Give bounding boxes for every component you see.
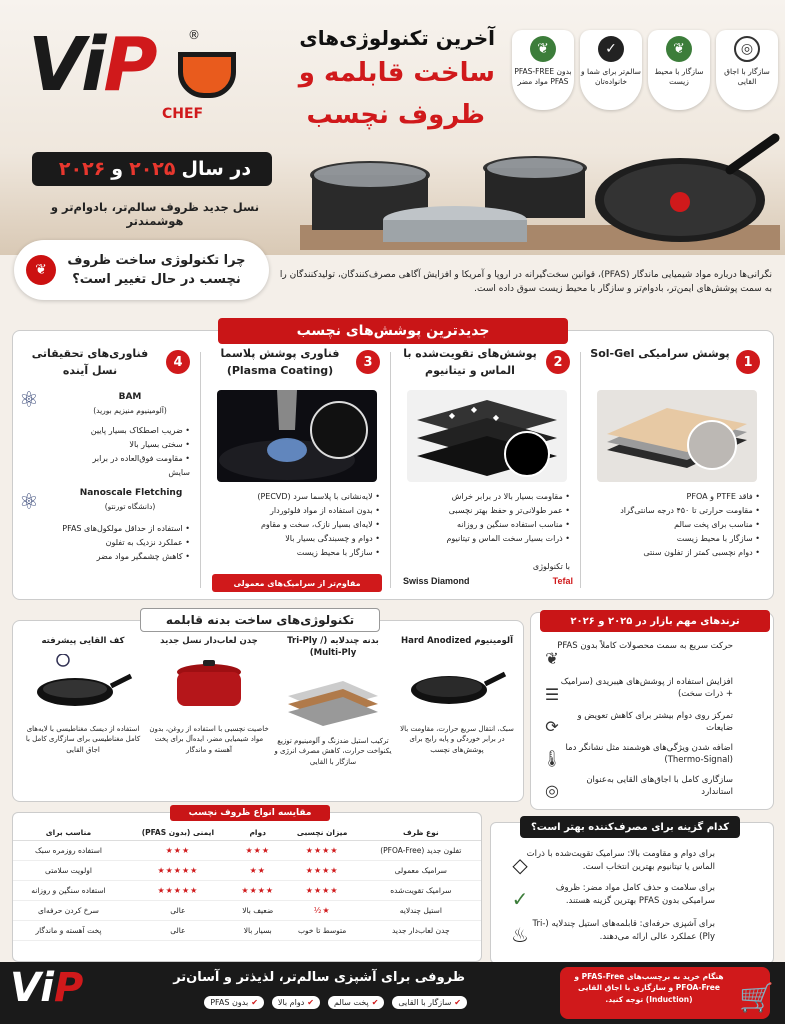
cell: چدن لعاب‌دار جدید	[361, 921, 481, 941]
title-line-3: ظروف نچسب	[306, 100, 485, 130]
cell: ★★★	[124, 841, 232, 861]
coatings-title: جدیدترین پوشش‌های نچسب	[218, 318, 568, 344]
bullet: • مقاومت فوق‌العاده در برابر سایش	[70, 452, 190, 480]
body-type-name: کف القایی پیشرفته	[41, 636, 125, 646]
cart-icon: 🛒	[739, 981, 774, 1014]
comparison-table	[13, 825, 481, 941]
cell: تفلون جدید (PFOA-Free)	[361, 841, 481, 861]
body-hard-anodized	[396, 636, 518, 798]
step-number: 2	[546, 350, 570, 374]
intro-paragraph: نگرانی‌ها درباره مواد شیمیایی ماندگار (PFAS)، قوانین سخت‌گیرانه در اروپا و آمریکا و افزایش آگاهی مصرف‌کنندگان، تولیدکنندگان را به سمت پوشش‌های ایمن‌تر، بادوام‌تر و سازگار با محیط زیست سوق داده است.	[279, 270, 772, 295]
divider	[580, 352, 581, 588]
chip-label: دوام بالا	[277, 998, 305, 1007]
table-header: ایمنی (بدون PFAS)	[124, 825, 232, 841]
plasma-coating-image	[217, 390, 377, 482]
step-number: 3	[356, 350, 380, 374]
cell: بسیار بالا	[232, 921, 284, 941]
body-enameled-cast-iron	[148, 636, 270, 798]
chip	[328, 996, 384, 1009]
choose-item: برای آشپزی حرفه‌ای: قابلمه‌های استیل چندلایه (Tri-Ply) عملکرد عالی ارائه می‌دهند.	[532, 919, 715, 942]
svg-text:◆: ◆	[492, 413, 499, 422]
footer-chips	[204, 996, 467, 1009]
chip	[392, 996, 467, 1009]
tefal-logo: Tefal	[552, 576, 573, 586]
body-tech-title: تکنولوژی‌های ساخت بدنه قابلمه	[140, 608, 380, 632]
comparison-title: مقایسه انواع ظروف نچسب	[170, 805, 330, 821]
purchase-tip-text: هنگام خرید به برچسب‌های PFAS-Free و PFOA-Free و سازگاری با اجاق القایی (Induction) توجه کنید.	[574, 972, 724, 1004]
trend-item: افزایش استفاده از پوشش‌های هیبریدی (سرامیک + ذرات سخت)	[560, 677, 733, 700]
body-type-desc: ترکیب استیل ضدزنگ و آلومینیوم توزیع یکنواخت حرارت، کاهش مصرف انرژی و سازگار با القایی	[274, 736, 392, 766]
bullet: • ضریب اصطکاک بسیار پایین	[70, 424, 190, 438]
chip	[204, 996, 264, 1009]
trend-item: اضافه شدن ویژگی‌های هوشمند مثل نشانگر دما (Thermo-Signal)	[565, 743, 733, 766]
table-header: مناسب برای	[13, 825, 124, 841]
cell: ★★	[232, 861, 284, 881]
body-type-desc: خاصیت نچسبی با استفاده از روغن، بدون مواد شیمیایی مضر، ایده‌آل برای پخت آهسته و ماندگار	[149, 724, 269, 754]
bam-subtitle: (آلومینیوم منیزیم بورید)	[93, 406, 167, 415]
shield-check-icon: ✓	[511, 887, 529, 911]
cell: ★★★★★	[124, 861, 232, 881]
cell: ★★★★	[232, 881, 284, 901]
badge-induction	[716, 30, 778, 110]
svg-text:◆: ◆	[470, 405, 477, 414]
refresh-icon: ⟳	[545, 716, 559, 736]
body-type-name: آلومینیوم Hard Anodized	[401, 636, 513, 646]
bullet: • سازگار با محیط زیست	[212, 546, 380, 560]
layers-icon: ☰	[544, 684, 560, 704]
cell: ★★★	[232, 841, 284, 861]
trends-title: ترندهای مهم بازار در ۲۰۲۵ و ۲۰۲۶	[540, 610, 770, 632]
cell: استفاده سنگین و روزانه	[13, 881, 124, 901]
cell: اولویت سلامتی	[13, 861, 124, 881]
chip	[272, 996, 320, 1009]
thermometer-icon: 🌡	[541, 748, 563, 768]
registered-mark: ®	[188, 28, 200, 42]
coating-heading: پوشش سرامیکی Sol-Gel	[590, 347, 730, 360]
cell: عالی	[124, 921, 232, 941]
shield-check-icon: ✓	[598, 36, 624, 62]
bullet: • عملکرد نزدیک به تفلون	[60, 536, 190, 550]
leaf-icon: ❦	[26, 255, 56, 285]
bullet: • ذرات بسیار سخت الماس و تیتانیوم	[402, 532, 570, 546]
chip-label: بدون PFAS	[210, 998, 249, 1007]
induction-icon: ◎	[734, 36, 760, 62]
cell: عالی	[124, 901, 232, 921]
cookware-photo	[300, 130, 780, 250]
bullet: • دوام نچسبی کمتر از تفلون سنتی	[592, 546, 760, 560]
cell: ★★★★	[284, 861, 361, 881]
trend-item: سازگاری کامل با اجاق‌های القایی به‌عنوان استاندارد	[586, 775, 733, 798]
check-icon: ✔	[251, 998, 258, 1007]
choose-item: برای دوام و مقاومت بالا: سرامیک تقویت‌شده با ذرات الماس یا تیتانیوم بهترین انتخاب است.	[526, 849, 715, 872]
cell: متوسط تا خوب	[284, 921, 361, 941]
table-header: میزان نچسبی	[284, 825, 361, 841]
badge-healthy	[580, 30, 642, 110]
coating-heading: فناوری پوشش پلاسما (Plasma Coating)	[220, 347, 340, 377]
body-tri-ply	[272, 636, 394, 798]
subline: نسل جدید ظروف سالم‌تر، بادوام‌تر و هوشمندتر	[50, 200, 260, 228]
badge-label: سازگار با محیط زیست	[654, 67, 704, 86]
bullet: • مقاومت حرارتی تا ۴۵۰ درجه سانتی‌گراد	[592, 504, 760, 518]
body-type-desc: استفاده از دیسک مغناطیسی با لایه‌های کامل مغناطیسی برای سازگاری کامل با اجاق القایی	[25, 724, 141, 754]
svg-text:◆: ◆	[448, 411, 455, 420]
coating-sol-gel	[585, 340, 770, 595]
bullet: • مناسب استفاده سنگین و روزانه	[402, 518, 570, 532]
choose-item: برای سلامت و حذف کامل مواد مضر: ظروف سرامیکی بدون PFAS بهترین گزینه هستند.	[555, 883, 715, 906]
check-icon: ✔	[371, 998, 379, 1007]
year-b: ۲۰۲۶	[58, 158, 106, 180]
bullet: • دوام و چسبندگی بسیار بالا	[212, 532, 380, 546]
divider	[390, 352, 391, 588]
bullet: • عمر طولانی‌تر و حفظ بهتر نچسبی	[402, 504, 570, 518]
induction-pan-image	[33, 654, 133, 714]
cell: ★★★★	[284, 881, 361, 901]
body-induction-base	[22, 636, 144, 798]
choose-title: کدام گزینه برای مصرف‌کننده بهتر است؟	[520, 816, 740, 838]
footer	[0, 962, 785, 1024]
chip-label: سازگار با القایی	[398, 998, 452, 1007]
molecule-icon: ⚛	[19, 490, 39, 515]
logo-sub: CHEF	[162, 106, 204, 122]
bullet: • مناسب برای پخت سالم	[592, 518, 760, 532]
nano-title: Nanoscale Fletching	[79, 488, 183, 498]
check-icon: ✔	[454, 998, 461, 1007]
why-change-callout	[14, 240, 269, 300]
badge-label: سالم‌تر برای شما و خانواده‌تان	[581, 67, 641, 86]
vip-chef-logo	[28, 22, 228, 138]
bullet: • کاهش چشمگیر مواد مضر	[60, 550, 190, 564]
year-prefix: در سال	[181, 158, 252, 180]
cell: استفاده روزمره سبک	[13, 841, 124, 861]
cell: ★★★★★	[124, 881, 232, 901]
purchase-tip	[560, 967, 774, 1019]
table-row	[13, 841, 481, 861]
bullet: • سختی بسیار بالا	[70, 438, 190, 452]
year-banner	[32, 152, 272, 186]
trend-item: تمرکز روی دوام بیشتر برای کاهش تعویض و ضایعات	[577, 711, 733, 734]
coating-heading: فناوری‌های تحقیقاتی نسل آینده	[31, 347, 149, 377]
bullet: • فاقد PTFE و PFOA	[592, 490, 760, 504]
coating-future-tech	[15, 340, 200, 595]
year-and: و	[111, 158, 124, 180]
diamond-layers-image	[407, 390, 567, 482]
bullet: • لایه‌نشانی با پلاسما سرد (PECVD)	[212, 490, 380, 504]
ceramic-layers-image	[597, 390, 757, 482]
brands-label: با تکنولوژی	[532, 562, 570, 571]
body-type-name: چدن لعاب‌دار نسل جدید	[160, 636, 258, 646]
trend-item: حرکت سریع به سمت محصولات کاملاً بدون PFAS	[557, 641, 733, 651]
year-a: ۲۰۲۵	[129, 158, 176, 180]
check-icon: ✔	[307, 998, 314, 1007]
title-line-1: آخرین تکنولوژی‌های	[299, 26, 495, 50]
pot-icon	[178, 52, 236, 98]
table-header: دوام	[232, 825, 284, 841]
badge-pfas-free	[512, 30, 574, 110]
table-row	[13, 861, 481, 881]
why-title: چرا تکنولوژی ساخت ظروف نچسب در حال تغییر است؟	[67, 252, 246, 287]
cell: سرخ کردن حرفه‌ای	[13, 901, 124, 921]
badge-eco	[648, 30, 710, 110]
bullet: • بدون استفاده از مواد فلوئوردار	[212, 504, 380, 518]
divider	[200, 352, 201, 588]
bullet: • مقاومت بسیار بالا در برابر خراش	[402, 490, 570, 504]
molecule-icon: ⚛	[19, 388, 39, 413]
step-number: 4	[166, 350, 190, 374]
multi-layer-sheets-image	[283, 666, 383, 726]
feature-badges	[512, 30, 778, 110]
leaf-icon: ❦	[666, 36, 692, 62]
footer-logo: ViP	[10, 965, 84, 1011]
cell: استیل چندلایه	[361, 901, 481, 921]
logo-text: ViP	[28, 22, 155, 108]
induction-icon: ◎	[545, 780, 559, 800]
cell: سرامیک معمولی	[361, 861, 481, 881]
cell: سرامیک تقویت‌شده	[361, 881, 481, 901]
badge-label: PFAS-FREE بدون مواد مضر PFAS	[514, 67, 572, 86]
footer-tagline: ظروفی برای آشپزی سالم‌تر، لذیذتر و آسان‌تر	[173, 970, 465, 985]
cell: ★★★★	[284, 841, 361, 861]
title-line-2: ساخت قابلمه و	[298, 58, 495, 88]
pot-icon: ♨	[511, 923, 529, 947]
chip-label: پخت سالم	[333, 998, 369, 1007]
leaf-icon: ❦	[530, 36, 556, 62]
body-type-desc: سبک، انتقال سریع حرارت، مقاومت بالا در برابر خوردگی و پایه رایج برای پوشش‌های نچسب	[400, 724, 514, 754]
coating-heading: پوشش‌های تقویت‌شده با الماس و تیتانیوم	[403, 347, 537, 377]
badge-label: سازگار با اجاق القایی	[724, 67, 770, 86]
bam-title: BAM	[118, 392, 142, 402]
table-row	[13, 921, 481, 941]
nano-subtitle: (دانشگاه تورنتو)	[104, 502, 156, 511]
cell: ضعیف بالا	[232, 901, 284, 921]
bullet: • استفاده از حداقل مولکول‌های PFAS	[60, 522, 190, 536]
comparison-table-section	[12, 812, 482, 962]
coating-plasma	[205, 340, 390, 595]
coating-diamond-titanium	[395, 340, 580, 595]
step-number: 1	[736, 350, 760, 374]
cell: پخت آهسته و ماندگار	[13, 921, 124, 941]
cell: ★½	[284, 901, 361, 921]
bullet: • سازگار با محیط زیست	[592, 532, 760, 546]
plasma-banner: مقاوم‌تر از سرامیک‌های معمولی	[212, 574, 382, 592]
table-row	[13, 881, 481, 901]
frying-pan-image	[407, 654, 507, 714]
table-row	[13, 901, 481, 921]
leaf-icon: ❦	[545, 648, 559, 668]
cast-iron-pot-image	[159, 654, 259, 714]
table-header: نوع ظرف	[361, 825, 481, 841]
body-type-name: بدنه چندلایه (Tri-Ply / Multi-Ply)	[287, 636, 379, 658]
bullet: • لایه‌ای بسیار نازک، سخت و مقاوم	[212, 518, 380, 532]
diamond-icon: ◇	[512, 853, 528, 877]
swiss-diamond-logo: Swiss Diamond	[403, 576, 470, 586]
